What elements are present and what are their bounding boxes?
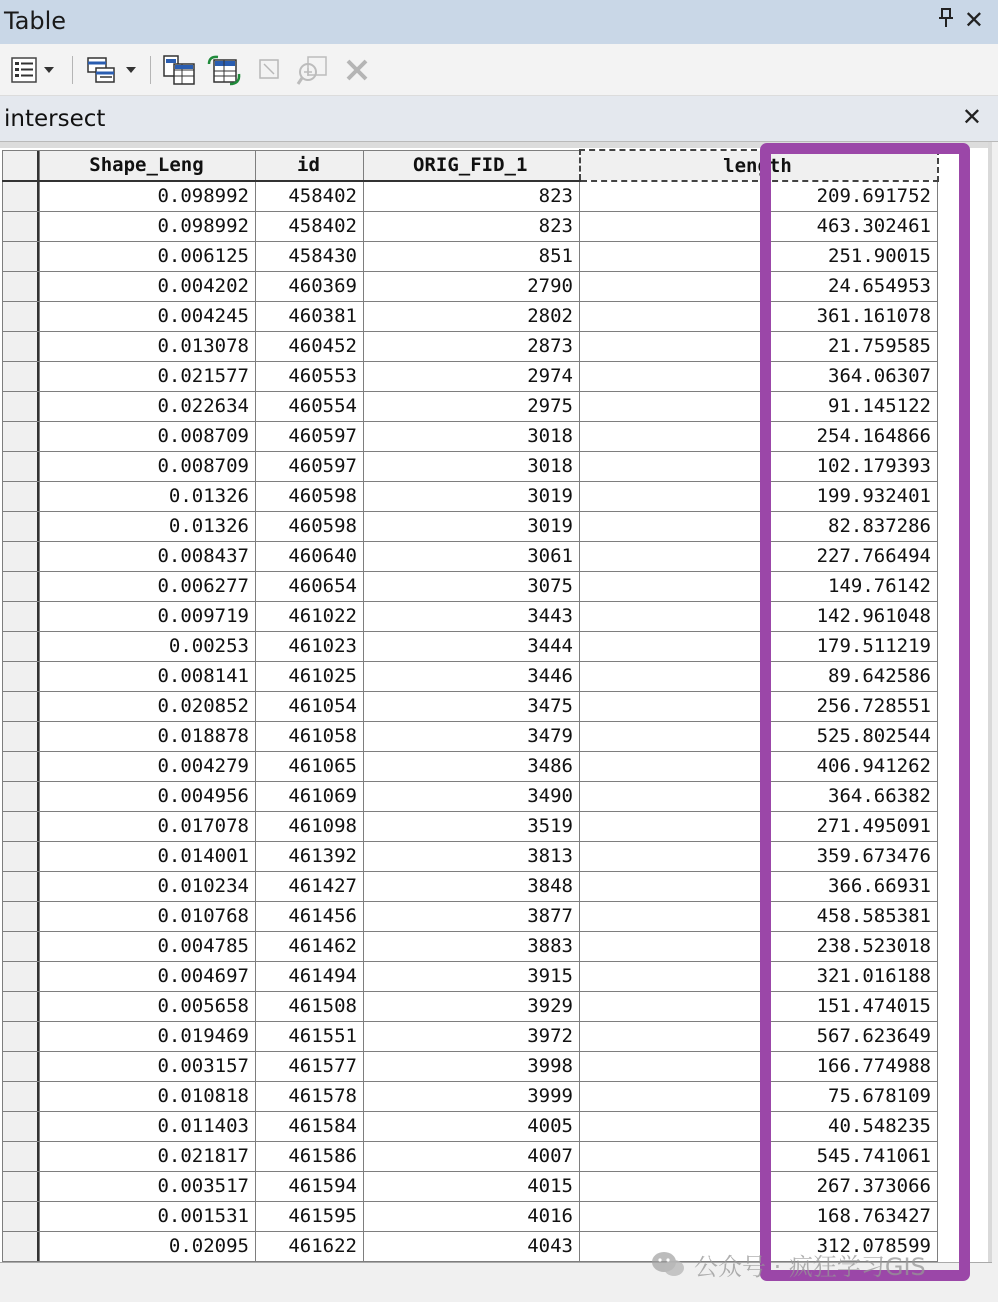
row-selector[interactable] bbox=[3, 931, 40, 961]
cell-shape-leng[interactable]: 0.004279 bbox=[40, 751, 256, 781]
cell-orig-fid-1[interactable]: 2873 bbox=[364, 331, 580, 361]
cell-shape-leng[interactable]: 0.008437 bbox=[40, 541, 256, 571]
row-selector[interactable] bbox=[3, 721, 40, 751]
cell-orig-fid-1[interactable]: 3486 bbox=[364, 751, 580, 781]
cell-shape-leng[interactable]: 0.003157 bbox=[40, 1051, 256, 1081]
table-row[interactable] bbox=[3, 601, 938, 631]
watermark-text: 公众号 · 疯狂学习GIS bbox=[694, 1252, 926, 1281]
cell-id[interactable]: 461622 bbox=[256, 1231, 364, 1261]
cell-length[interactable]: 91.145122 bbox=[580, 391, 938, 421]
cell-length[interactable]: 364.06307 bbox=[580, 361, 938, 391]
cell-length[interactable]: 151.474015 bbox=[580, 991, 938, 1021]
table-row[interactable] bbox=[3, 571, 938, 601]
cell-shape-leng[interactable]: 0.01326 bbox=[40, 511, 256, 541]
table-row[interactable] bbox=[3, 721, 938, 751]
cell-orig-fid-1[interactable]: 3075 bbox=[364, 571, 580, 601]
cell-id[interactable]: 461494 bbox=[256, 961, 364, 991]
cell-shape-leng[interactable]: 0.008141 bbox=[40, 661, 256, 691]
row-selector[interactable] bbox=[3, 481, 40, 511]
cell-orig-fid-1[interactable]: 2790 bbox=[364, 271, 580, 301]
row-selector[interactable] bbox=[3, 241, 40, 271]
cell-shape-leng[interactable]: 0.004785 bbox=[40, 931, 256, 961]
cell-length[interactable]: 238.523018 bbox=[580, 931, 938, 961]
cell-length[interactable]: 75.678109 bbox=[580, 1081, 938, 1111]
row-selector[interactable] bbox=[3, 1171, 40, 1201]
row-selector[interactable] bbox=[3, 1021, 40, 1051]
cell-id[interactable]: 460598 bbox=[256, 481, 364, 511]
cell-length[interactable]: 209.691752 bbox=[580, 181, 938, 211]
row-selector[interactable] bbox=[3, 811, 40, 841]
row-selector[interactable] bbox=[3, 841, 40, 871]
cell-orig-fid-1[interactable]: 3490 bbox=[364, 781, 580, 811]
cell-orig-fid-1[interactable]: 3883 bbox=[364, 931, 580, 961]
table-row[interactable] bbox=[3, 301, 938, 331]
cell-orig-fid-1[interactable]: 3915 bbox=[364, 961, 580, 991]
cell-length[interactable]: 89.642586 bbox=[580, 661, 938, 691]
table-row[interactable] bbox=[3, 661, 938, 691]
cell-id[interactable]: 461551 bbox=[256, 1021, 364, 1051]
cell-orig-fid-1[interactable]: 3813 bbox=[364, 841, 580, 871]
cell-shape-leng[interactable]: 0.019469 bbox=[40, 1021, 256, 1051]
cell-length[interactable]: 361.161078 bbox=[580, 301, 938, 331]
cell-length[interactable]: 458.585381 bbox=[580, 901, 938, 931]
cell-shape-leng[interactable]: 0.004245 bbox=[40, 301, 256, 331]
cell-orig-fid-1[interactable]: 3019 bbox=[364, 511, 580, 541]
cell-orig-fid-1[interactable]: 3443 bbox=[364, 601, 580, 631]
row-selector[interactable] bbox=[3, 1051, 40, 1081]
cell-orig-fid-1[interactable]: 3479 bbox=[364, 721, 580, 751]
cell-id[interactable]: 461069 bbox=[256, 781, 364, 811]
cell-orig-fid-1[interactable]: 3018 bbox=[364, 421, 580, 451]
row-selector[interactable] bbox=[3, 871, 40, 901]
vertical-scrollbar[interactable] bbox=[988, 142, 992, 1302]
table-options-icon bbox=[10, 56, 38, 84]
table-row[interactable] bbox=[3, 1111, 938, 1141]
cell-orig-fid-1[interactable]: 4016 bbox=[364, 1201, 580, 1231]
cell-id[interactable]: 460597 bbox=[256, 451, 364, 481]
cell-shape-leng[interactable]: 0.003517 bbox=[40, 1171, 256, 1201]
row-selector[interactable] bbox=[3, 1141, 40, 1171]
cell-id[interactable]: 461427 bbox=[256, 871, 364, 901]
row-selector[interactable] bbox=[3, 211, 40, 241]
cell-length[interactable]: 21.759585 bbox=[580, 331, 938, 361]
cell-length[interactable]: 82.837286 bbox=[580, 511, 938, 541]
table-row[interactable] bbox=[3, 1051, 938, 1081]
cell-length[interactable]: 267.373066 bbox=[580, 1171, 938, 1201]
cell-length[interactable]: 366.66931 bbox=[580, 871, 938, 901]
table-options-button[interactable] bbox=[10, 54, 54, 86]
cell-id[interactable]: 460654 bbox=[256, 571, 364, 601]
row-selector[interactable] bbox=[3, 631, 40, 661]
cell-length[interactable]: 251.90015 bbox=[580, 241, 938, 271]
cell-orig-fid-1[interactable]: 2974 bbox=[364, 361, 580, 391]
cell-length[interactable]: 256.728551 bbox=[580, 691, 938, 721]
table-row[interactable] bbox=[3, 811, 938, 841]
cell-orig-fid-1[interactable]: 3877 bbox=[364, 901, 580, 931]
cell-orig-fid-1[interactable]: 3519 bbox=[364, 811, 580, 841]
column-header-length[interactable]: length bbox=[580, 150, 938, 181]
tab-intersect[interactable]: intersect bbox=[4, 106, 106, 132]
row-selector[interactable] bbox=[3, 361, 40, 391]
cell-orig-fid-1[interactable]: 3018 bbox=[364, 451, 580, 481]
window-title: Table bbox=[4, 7, 67, 35]
row-selector[interactable] bbox=[3, 1081, 40, 1111]
cell-id[interactable]: 461098 bbox=[256, 811, 364, 841]
cell-id[interactable]: 460640 bbox=[256, 541, 364, 571]
related-tables-button[interactable] bbox=[86, 54, 136, 86]
table-row[interactable] bbox=[3, 181, 938, 211]
row-selector[interactable] bbox=[3, 511, 40, 541]
cell-shape-leng[interactable]: 0.006125 bbox=[40, 241, 256, 271]
row-selector[interactable] bbox=[3, 391, 40, 421]
cell-length[interactable]: 24.654953 bbox=[580, 271, 938, 301]
table-row[interactable] bbox=[3, 1171, 938, 1201]
row-selector[interactable] bbox=[3, 661, 40, 691]
cell-shape-leng[interactable]: 0.098992 bbox=[40, 211, 256, 241]
table-row[interactable] bbox=[3, 541, 938, 571]
cell-orig-fid-1[interactable]: 4015 bbox=[364, 1171, 580, 1201]
switch-selection-button[interactable] bbox=[206, 54, 242, 86]
table-row[interactable] bbox=[3, 751, 938, 781]
cell-length[interactable]: 321.016188 bbox=[580, 961, 938, 991]
cell-id[interactable]: 461594 bbox=[256, 1171, 364, 1201]
cell-id[interactable]: 461456 bbox=[256, 901, 364, 931]
cell-shape-leng[interactable]: 0.098992 bbox=[40, 181, 256, 211]
table-row[interactable] bbox=[3, 511, 938, 541]
chevron-down-icon[interactable] bbox=[126, 67, 136, 73]
cell-orig-fid-1[interactable]: 3848 bbox=[364, 871, 580, 901]
cell-shape-leng[interactable]: 0.02095 bbox=[40, 1231, 256, 1261]
cell-length[interactable]: 271.495091 bbox=[580, 811, 938, 841]
cell-id[interactable]: 460381 bbox=[256, 301, 364, 331]
table-row[interactable] bbox=[3, 481, 938, 511]
cell-id[interactable]: 460369 bbox=[256, 271, 364, 301]
row-selector[interactable] bbox=[3, 781, 40, 811]
pin-icon[interactable] bbox=[938, 8, 954, 33]
cell-shape-leng[interactable]: 0.004202 bbox=[40, 271, 256, 301]
cell-id[interactable]: 461508 bbox=[256, 991, 364, 1021]
cell-length[interactable]: 166.774988 bbox=[580, 1051, 938, 1081]
cell-id[interactable]: 461462 bbox=[256, 931, 364, 961]
cell-id[interactable]: 461065 bbox=[256, 751, 364, 781]
table-status-strip bbox=[0, 1262, 992, 1302]
cell-length[interactable]: 254.164866 bbox=[580, 421, 938, 451]
table-row[interactable] bbox=[3, 631, 938, 661]
cell-orig-fid-1[interactable]: 4007 bbox=[364, 1141, 580, 1171]
cell-length[interactable]: 102.179393 bbox=[580, 451, 938, 481]
attribute-table bbox=[2, 149, 939, 1262]
cell-length[interactable]: 149.76142 bbox=[580, 571, 938, 601]
cell-shape-leng[interactable]: 0.020852 bbox=[40, 691, 256, 721]
cell-shape-leng[interactable]: 0.010818 bbox=[40, 1081, 256, 1111]
column-header-orig-fid-1[interactable]: ORIG_FID_1 bbox=[364, 150, 580, 181]
row-selector[interactable] bbox=[3, 901, 40, 931]
cell-id[interactable]: 461054 bbox=[256, 691, 364, 721]
cell-shape-leng[interactable]: 0.005658 bbox=[40, 991, 256, 1021]
cell-shape-leng[interactable]: 0.010234 bbox=[40, 871, 256, 901]
cell-id[interactable]: 461392 bbox=[256, 841, 364, 871]
cell-id[interactable]: 458402 bbox=[256, 211, 364, 241]
table-row[interactable] bbox=[3, 331, 938, 361]
cell-shape-leng[interactable]: 0.017078 bbox=[40, 811, 256, 841]
window-close-icon[interactable]: ✕ bbox=[963, 6, 984, 34]
cell-length[interactable]: 406.941262 bbox=[580, 751, 938, 781]
cell-orig-fid-1[interactable]: 823 bbox=[364, 181, 580, 211]
table-header-row bbox=[3, 150, 938, 181]
cell-orig-fid-1[interactable]: 851 bbox=[364, 241, 580, 271]
cell-id[interactable]: 461578 bbox=[256, 1081, 364, 1111]
cell-shape-leng[interactable]: 0.014001 bbox=[40, 841, 256, 871]
row-selector[interactable] bbox=[3, 1231, 40, 1261]
cell-length[interactable]: 364.66382 bbox=[580, 781, 938, 811]
table-row[interactable] bbox=[3, 1081, 938, 1111]
row-selector[interactable] bbox=[3, 961, 40, 991]
table-row[interactable] bbox=[3, 931, 938, 961]
table-row[interactable] bbox=[3, 871, 938, 901]
cell-shape-leng[interactable]: 0.018878 bbox=[40, 721, 256, 751]
chevron-down-icon[interactable] bbox=[44, 67, 54, 73]
row-selector[interactable] bbox=[3, 421, 40, 451]
cell-orig-fid-1[interactable]: 3929 bbox=[364, 991, 580, 1021]
row-selector[interactable] bbox=[3, 1111, 40, 1141]
table-row[interactable] bbox=[3, 781, 938, 811]
cell-shape-leng[interactable]: 0.001531 bbox=[40, 1201, 256, 1231]
cell-length[interactable]: 312.078599 bbox=[580, 1231, 938, 1261]
cell-shape-leng[interactable]: 0.006277 bbox=[40, 571, 256, 601]
cell-orig-fid-1[interactable]: 3998 bbox=[364, 1051, 580, 1081]
cell-id[interactable]: 461022 bbox=[256, 601, 364, 631]
row-selector[interactable] bbox=[3, 541, 40, 571]
column-header-shape-leng[interactable]: Shape_Leng bbox=[40, 150, 256, 181]
row-selector[interactable] bbox=[3, 691, 40, 721]
cell-id[interactable]: 461584 bbox=[256, 1111, 364, 1141]
cell-shape-leng[interactable]: 0.011403 bbox=[40, 1111, 256, 1141]
cell-length[interactable]: 545.741061 bbox=[580, 1141, 938, 1171]
table-tab-bar bbox=[0, 96, 998, 142]
cell-shape-leng[interactable]: 0.021577 bbox=[40, 361, 256, 391]
row-selector[interactable] bbox=[3, 751, 40, 781]
cell-length[interactable]: 463.302461 bbox=[580, 211, 938, 241]
cell-id[interactable]: 460598 bbox=[256, 511, 364, 541]
table-row[interactable] bbox=[3, 961, 938, 991]
cell-id[interactable]: 458402 bbox=[256, 181, 364, 211]
table-row[interactable] bbox=[3, 421, 938, 451]
table-row[interactable] bbox=[3, 1231, 938, 1261]
cell-id[interactable]: 461595 bbox=[256, 1201, 364, 1231]
cell-orig-fid-1[interactable]: 4005 bbox=[364, 1111, 580, 1141]
table-row[interactable] bbox=[3, 841, 938, 871]
cell-orig-fid-1[interactable]: 3475 bbox=[364, 691, 580, 721]
table-row[interactable] bbox=[3, 241, 938, 271]
cell-shape-leng[interactable]: 0.008709 bbox=[40, 451, 256, 481]
select-by-attributes-button[interactable] bbox=[162, 54, 196, 86]
table-row[interactable] bbox=[3, 1021, 938, 1051]
table-row[interactable] bbox=[3, 991, 938, 1021]
zoom-to-selected-icon bbox=[296, 54, 330, 86]
table-row[interactable] bbox=[3, 451, 938, 481]
table-row[interactable] bbox=[3, 271, 938, 301]
row-selector[interactable] bbox=[3, 571, 40, 601]
cell-shape-leng[interactable]: 0.00253 bbox=[40, 631, 256, 661]
table-row[interactable] bbox=[3, 691, 938, 721]
cell-id[interactable]: 461058 bbox=[256, 721, 364, 751]
row-selector[interactable] bbox=[3, 1201, 40, 1231]
cell-length[interactable]: 359.673476 bbox=[580, 841, 938, 871]
cell-orig-fid-1[interactable]: 3061 bbox=[364, 541, 580, 571]
select-all-corner[interactable] bbox=[3, 150, 40, 181]
toolbar-separator bbox=[72, 56, 73, 84]
cell-length[interactable]: 567.623649 bbox=[580, 1021, 938, 1051]
cell-id[interactable]: 460554 bbox=[256, 391, 364, 421]
cell-id[interactable]: 461025 bbox=[256, 661, 364, 691]
table-toolbar bbox=[0, 44, 998, 96]
cell-shape-leng[interactable]: 0.01326 bbox=[40, 481, 256, 511]
table-row[interactable] bbox=[3, 1141, 938, 1171]
cell-id[interactable]: 460597 bbox=[256, 421, 364, 451]
cell-id[interactable]: 458430 bbox=[256, 241, 364, 271]
cell-id[interactable]: 460553 bbox=[256, 361, 364, 391]
row-selector[interactable] bbox=[3, 181, 40, 211]
cell-orig-fid-1[interactable]: 4043 bbox=[364, 1231, 580, 1261]
cell-shape-leng[interactable]: 0.022634 bbox=[40, 391, 256, 421]
table-row[interactable] bbox=[3, 361, 938, 391]
cell-shape-leng[interactable]: 0.009719 bbox=[40, 601, 256, 631]
clear-selection-button[interactable] bbox=[256, 54, 284, 86]
cell-length[interactable]: 168.763427 bbox=[580, 1201, 938, 1231]
cell-shape-leng[interactable]: 0.010768 bbox=[40, 901, 256, 931]
cell-shape-leng[interactable]: 0.008709 bbox=[40, 421, 256, 451]
table-body bbox=[3, 181, 938, 1261]
clear-selection-icon bbox=[256, 56, 284, 84]
table-row[interactable] bbox=[3, 391, 938, 421]
table-row[interactable] bbox=[3, 1201, 938, 1231]
cell-id[interactable]: 461577 bbox=[256, 1051, 364, 1081]
cell-length[interactable]: 199.932401 bbox=[580, 481, 938, 511]
column-header-id[interactable]: id bbox=[256, 150, 364, 181]
cell-length[interactable]: 227.766494 bbox=[580, 541, 938, 571]
cell-length[interactable]: 142.961048 bbox=[580, 601, 938, 631]
cell-shape-leng[interactable]: 0.004697 bbox=[40, 961, 256, 991]
cell-orig-fid-1[interactable]: 3444 bbox=[364, 631, 580, 661]
cell-length[interactable]: 525.802544 bbox=[580, 721, 938, 751]
delete-selected-button[interactable] bbox=[344, 54, 370, 86]
window-titlebar bbox=[0, 0, 998, 44]
cell-length[interactable]: 179.511219 bbox=[580, 631, 938, 661]
toolbar-separator bbox=[150, 56, 151, 84]
cell-shape-leng[interactable]: 0.013078 bbox=[40, 331, 256, 361]
cell-orig-fid-1[interactable]: 2975 bbox=[364, 391, 580, 421]
cell-shape-leng[interactable]: 0.021817 bbox=[40, 1141, 256, 1171]
cell-orig-fid-1[interactable]: 2802 bbox=[364, 301, 580, 331]
zoom-to-selected-button[interactable] bbox=[296, 54, 330, 86]
row-selector[interactable] bbox=[3, 331, 40, 361]
cell-orig-fid-1[interactable]: 3972 bbox=[364, 1021, 580, 1051]
select-by-attributes-icon bbox=[162, 54, 196, 86]
cell-orig-fid-1[interactable]: 823 bbox=[364, 211, 580, 241]
cell-length[interactable]: 40.548235 bbox=[580, 1111, 938, 1141]
cell-id[interactable]: 460452 bbox=[256, 331, 364, 361]
cell-id[interactable]: 461023 bbox=[256, 631, 364, 661]
related-tables-icon bbox=[86, 55, 120, 85]
delete-selected-icon bbox=[344, 57, 370, 83]
tab-close-icon[interactable]: ✕ bbox=[961, 103, 982, 131]
cell-orig-fid-1[interactable]: 3999 bbox=[364, 1081, 580, 1111]
row-selector[interactable] bbox=[3, 991, 40, 1021]
row-selector[interactable] bbox=[3, 601, 40, 631]
row-selector[interactable] bbox=[3, 271, 40, 301]
switch-selection-icon bbox=[206, 54, 242, 86]
cell-shape-leng[interactable]: 0.004956 bbox=[40, 781, 256, 811]
cell-orig-fid-1[interactable]: 3019 bbox=[364, 481, 580, 511]
table-row[interactable] bbox=[3, 211, 938, 241]
table-row[interactable] bbox=[3, 901, 938, 931]
cell-orig-fid-1[interactable]: 3446 bbox=[364, 661, 580, 691]
row-selector[interactable] bbox=[3, 301, 40, 331]
cell-id[interactable]: 461586 bbox=[256, 1141, 364, 1171]
row-selector[interactable] bbox=[3, 451, 40, 481]
